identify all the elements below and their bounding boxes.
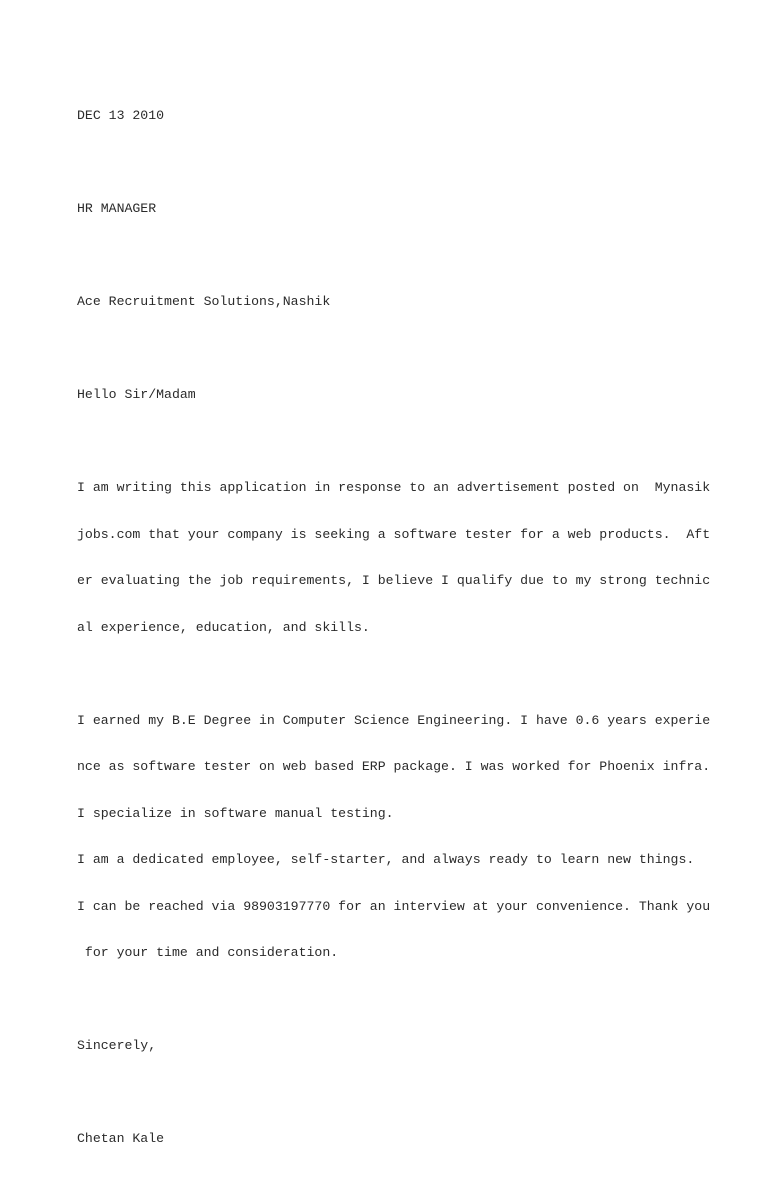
paragraph1-line: al experience, education, and skills. xyxy=(77,619,370,635)
blank-line xyxy=(77,341,717,357)
paragraph1-line: I am writing this application in response to an advertisement posted on Mynasik xyxy=(77,480,711,495)
blank-line xyxy=(77,248,717,264)
paragraph2-line: I earned my B.E Degree in Computer Science Engineering. I have 0.6 years experie xyxy=(77,712,711,728)
paragraph1-line: jobs.com that your company is seeking a software tester for a web products. Aft xyxy=(77,526,711,542)
letter-date: DEC 13 2010 xyxy=(77,108,165,123)
blank-line xyxy=(77,155,717,171)
blank-line xyxy=(77,1085,717,1101)
paragraph2-line: I specialize in software manual testing. xyxy=(77,805,394,821)
salutation: Hello Sir/Madam xyxy=(77,387,196,402)
closing: Sincerely, xyxy=(77,1038,157,1053)
recipient-title: HR MANAGER xyxy=(77,201,157,216)
paragraph2-line: I am a dedicated employee, self-starter, and always ready to learn new things. xyxy=(77,852,695,867)
paragraph2-line: nce as software tester on web based ERP package. I was worked for Phoenix infra. xyxy=(77,759,711,774)
blank-line xyxy=(77,992,717,1008)
paragraph2-line: I can be reached via 98903197770 for an interview at your convenience. Thank you xyxy=(77,898,711,914)
paragraph2-line: for your time and consideration. xyxy=(77,945,339,960)
blank-line xyxy=(77,434,717,450)
recipient-company: Ace Recruitment Solutions,Nashik xyxy=(77,294,331,309)
blank-line xyxy=(77,666,717,682)
paragraph1-line: er evaluating the job requirements, I believe I qualify due to my strong technic xyxy=(77,573,711,588)
cover-letter xyxy=(77,77,717,1178)
signature-name: Chetan Kale xyxy=(77,1131,165,1146)
